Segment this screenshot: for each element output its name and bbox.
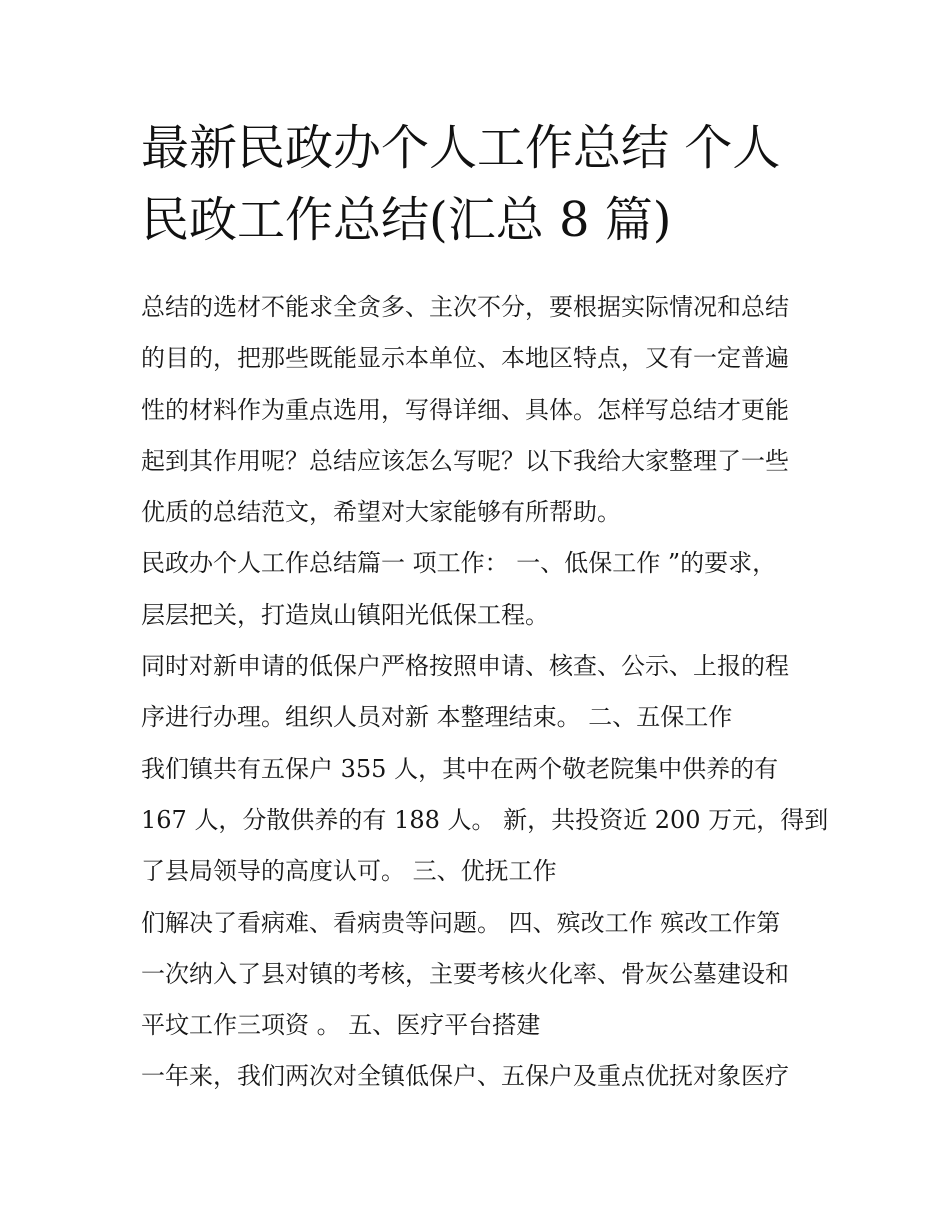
title-line: 最新民政办个人工作总结 个人 — [141, 120, 781, 176]
body-line: 同时对新申请的低保户严格按照申请、核查、公示、上报的程 — [141, 652, 789, 681]
body-line: 层层把关，打造岚山镇阳光低保工程。 — [141, 600, 549, 629]
body-line: 一次纳入了县对镇的考核，主要考核火化率、骨灰公墓建设和 — [141, 959, 789, 988]
body-line: 优质的总结范文，希望对大家能够有所帮助。 — [141, 498, 621, 527]
body-line: 序进行办理。组织人员对新 本整理结束。 二、五保工作 — [141, 703, 733, 732]
body-line: 总结的选材不能求全贪多、主次不分，要根据实际情况和总结 — [141, 293, 789, 321]
body-line: 性的材料作为重点选用，写得详细、具体。怎样写总结才更能 — [141, 395, 789, 424]
body-line: 民政办个人工作总结篇一 项工作： 一、低保工作 ”的要求， — [141, 549, 777, 578]
document-title — [141, 112, 821, 256]
title-line: 民政工作总结(汇总 8 篇) — [141, 192, 672, 248]
body-line: 们解决了看病难、看病贵等问题。 四、殡改工作 殡改工作第 — [141, 908, 781, 937]
document-body — [141, 282, 829, 1103]
body-line: 起到其作用呢？总结应该怎么写呢？以下我给大家整理了一些 — [141, 446, 789, 475]
body-line: 我们镇共有五保户 355 人，其中在两个敬老院集中供养的有 — [141, 754, 779, 783]
body-line: 一年来，我们两次对全镇低保户、五保户及重点优抚对象医疗 — [141, 1062, 789, 1091]
body-line: 平坟工作三项资 。 五、医疗平台搭建 — [141, 1011, 541, 1040]
body-line: 了县局领导的高度认可。 三、优抚工作 — [141, 857, 557, 886]
body-line: 167 人，分散供养的有 188 人。 新，共投资近 200 万元，得到 — [141, 805, 829, 834]
body-line: 的目的，把那些既能显示本单位、本地区特点，又有一定普遍 — [141, 344, 789, 373]
